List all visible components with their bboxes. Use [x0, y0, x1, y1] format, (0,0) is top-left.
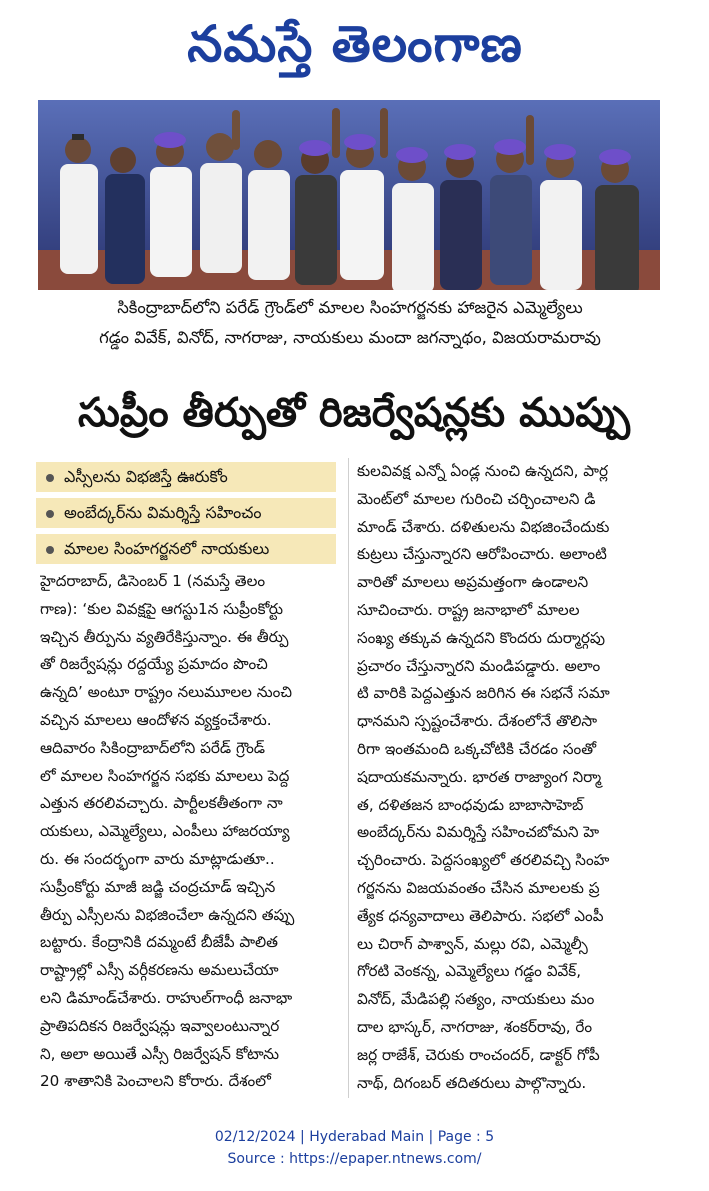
text-line: తో రిజర్వేషన్లు రద్దయ్యే ప్రమాదం పొంచి: [40, 655, 268, 674]
text-line: టి వారికి పెద్దఎత్తున జరిగిన ఈ సభనే సమా: [357, 684, 610, 703]
text-line: ని, అలా అయితే ఎస్సీ రిజర్వేషన్ కోటాను: [40, 1044, 279, 1063]
text-line: జర్ల రాజేశ్, చెరుకు రాంచందర్, డాక్టర్ గోపీ: [357, 1045, 600, 1064]
text-line: త, దళితజన బాంధవుడు బాబాసాహెబ్: [357, 795, 584, 814]
rally-photo: [38, 100, 660, 290]
caption-line-2: గడ్డం వివేక్, వినోద్, నాగరాజు, నాయకులు మందా జగన్నాథం, విజయరామరావు: [99, 328, 601, 347]
bullet-dot-icon: [46, 474, 54, 482]
text-line: మెంట్‌లో మాలల గురించి చర్చించాలని డి: [357, 489, 596, 508]
article-column-left: [40, 568, 340, 1096]
text-line: తీర్పు ఎస్సీలను విభజించేలా ఉన్నదని తప్పు: [40, 905, 295, 924]
footer-source-link[interactable]: Source : https://epaper.ntnews.com/: [227, 1151, 482, 1167]
text-line: 20 శాతానికి పెంచాలని కోరారు. దేశంలో: [40, 1072, 271, 1091]
bullet-dot-icon: [46, 510, 54, 518]
text-line: రాష్ట్రాల్లో ఎస్సీ వర్గీకరణను అమలుచేయా: [40, 961, 279, 980]
text-line: ఇచ్చిన తీర్పును వ్యతిరేకిస్తున్నాం. ఈ తీర్పు: [40, 627, 289, 646]
text-line: లో మాలల సింహగర్జన సభకు మాలలు పెద్ద: [40, 766, 290, 785]
text-line: కులవివక్ష ఎన్నో ఏండ్ల నుంచి ఉన్నదని, పార్ల: [357, 462, 608, 480]
text-line: అంబేద్కర్‌ను విమర్శిస్తే సహించబోమని హె: [357, 823, 600, 842]
text-line: కుట్రలు చేస్తున్నారని ఆరోపించారు. అలాంటి: [357, 545, 607, 564]
text-line: వచ్చిన మాలలు ఆందోళన వ్యక్తంచేశారు.: [40, 710, 272, 729]
text-line: గాణ): ‘కుల వివక్షపై ఆగస్టు1న సుప్రీంకోర్టు: [40, 599, 284, 618]
text-line: ధానమని స్పష్టంచేశారు. దేశంలోనే తొలిసా: [357, 712, 598, 731]
rally-photo-illustration: [38, 100, 660, 290]
highlight-bullets: [36, 462, 336, 570]
text-line: సూచించారు. రాష్ట్ర జనాభాలో మాలల: [357, 600, 580, 619]
footer-date-edition: 02/12/2024 | Hyderabad Main | Page : 5: [214, 1129, 495, 1145]
masthead-logo: నమస్తే తెలంగాణ: [187, 15, 523, 73]
text-line: గర్జనను విజయవంతం చేసిన మాలలకు ప్ర: [357, 878, 600, 897]
text-line: ఉన్నది’ అంటూ రాష్ట్రం నలుమూలల నుంచి: [40, 683, 292, 702]
bullet-item: [36, 534, 336, 564]
text-line: త్యేక ధన్యవాదాలు తెలిపారు. సభలో ఎంపీ: [357, 906, 604, 925]
bullet-dot-icon: [46, 546, 54, 554]
bullet-item: [36, 498, 336, 528]
text-line: రిగా ఇంతమంది ఒక్కచోటికి చేరడం సంతో: [357, 739, 597, 758]
text-line: దాల భాస్కర్, నాగరాజు, శంకర్‌రావు, రేం: [357, 1017, 593, 1036]
text-line: హైదరాబాద్, డిసెంబర్ 1 (నమస్తే తెలం: [40, 572, 266, 590]
article-headline: సుప్రీం తీర్పుతో రిజర్వేషన్లకు ముప్పు: [77, 390, 631, 436]
text-line: వినోద్, మేడిపల్లి సత్యం, నాయకులు మం: [357, 990, 595, 1009]
text-line: సంఖ్య తక్కువ ఉన్నదని కొందరు దుర్మార్గపు: [357, 628, 605, 647]
text-line: చ్చరించారు. పెద్దసంఖ్యలో తరలివచ్చి సింహ: [357, 851, 610, 870]
page-footer: [0, 1126, 709, 1170]
text-line: యకులు, ఎమ్మెల్యేలు, ఎంపీలు హాజరయ్యా: [40, 822, 290, 841]
text-line: షదాయకమన్నారు. భారత రాజ్యాంగ నిర్మా: [357, 767, 602, 786]
text-line: ఆదివారం సికింద్రాబాద్‌లోని పరేడ్ గ్రౌండ్: [40, 738, 266, 757]
bullet-text: ఎస్సీలను విభజిస్తే ఊరుకోం: [64, 467, 228, 486]
text-line: గోరటి వెంకన్న, ఎమ్మెల్యేలు గడ్డం వివేక్,: [357, 962, 582, 981]
text-line: సుప్రీంకోర్టు మాజీ జడ్జి చంద్రచూడ్ ఇచ్చిన: [40, 877, 276, 896]
text-line: నాథ్, దిగంబర్ తదితరులు పాల్గొన్నారు.: [357, 1073, 587, 1092]
text-line: వారితో మాలలు అప్రమత్తంగా ఉండాలని: [357, 573, 589, 592]
bullet-item: [36, 462, 336, 492]
text-line: లని డిమాండ్‌చేశారు. రాహుల్‌గాంధీ జనాభా: [40, 988, 293, 1007]
article-column-right: [357, 458, 663, 1097]
caption-line-1: సికింద్రాబాద్‌లోని పరేడ్ గ్రౌండ్‌లో మాలల సింహగర్జనకు హాజరైన ఎమ్మెల్యేలు: [117, 298, 583, 317]
column-divider: [348, 458, 349, 1098]
text-line: ఎత్తున తరలివచ్చారు. పార్టీలకతీతంగా నా: [40, 794, 283, 813]
photo-caption: [40, 293, 660, 353]
bullet-text: అంబేద్కర్‌ను విమర్శిస్తే సహించం: [64, 503, 262, 522]
text-line: ప్రాతిపదికన రిజర్వేషన్లు ఇవ్వాలంటున్నార: [40, 1016, 280, 1035]
text-line: రు. ఈ సందర్భంగా వారు మాట్లాడుతూ..: [40, 849, 275, 868]
text-line: బట్టారు. కేంద్రానికి దమ్మంటే బీజేపీ పాలిత: [40, 933, 278, 952]
text-line: లు చిరాగ్ పాశ్వాన్, మల్లు రవి, ఎమ్మెల్సీ: [357, 934, 588, 953]
text-line: మాండ్ చేశారు. దళితులను విభజించేందుకు: [357, 517, 610, 536]
text-line: ప్రచారం చేస్తున్నారని మండిపడ్డారు. అలాం: [357, 656, 601, 675]
bullet-text: మాలల సింహగర్జనలో నాయకులు: [64, 539, 270, 558]
